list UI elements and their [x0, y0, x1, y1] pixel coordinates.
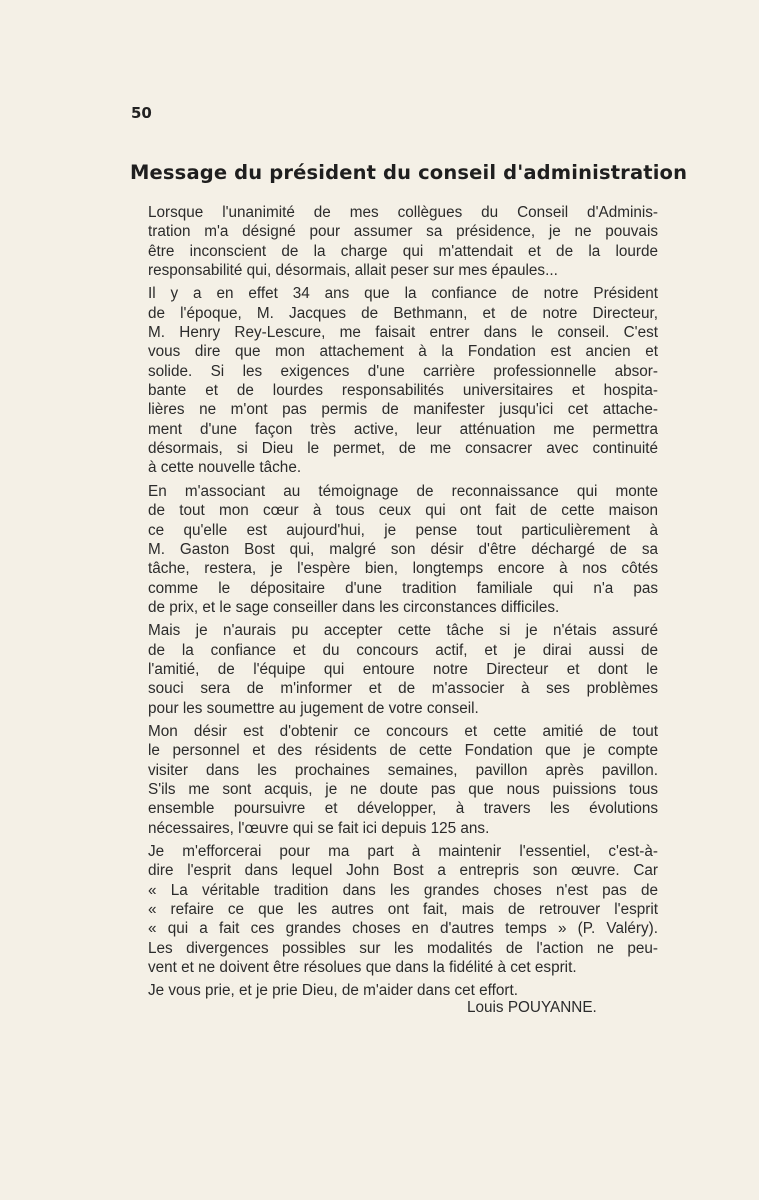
text-line: Je vous prie, et je prie Dieu, de m'aider dans cet effort. [148, 982, 518, 1000]
text-line: de prix, et le sage conseiller dans les circonstances difficiles. [148, 598, 560, 616]
text-line: Mais je n'aurais pu accepter cette tâche si je n'étais assuré [148, 622, 658, 640]
text-line: solide. Si les exigences d'une carrière professionnelle absor- [148, 362, 658, 380]
text-line: Il y a en effet 34 ans que la confiance de notre Président [148, 285, 658, 303]
paragraph [131, 284, 658, 477]
paragraph [131, 981, 658, 1000]
text-line: comme le dépositaire d'une tradition familiale qui n'a pas [148, 579, 658, 597]
page-number: 50 [131, 104, 152, 122]
paragraph [131, 722, 658, 838]
text-line: l'amitié, de l'équipe qui entoure notre Directeur et dont le [148, 660, 658, 678]
text-line: tâche, restera, je l'espère bien, longtemps encore à nos côtés [148, 560, 658, 578]
text-line: vent et ne doivent être résolues que dans la fidélité à cet esprit. [148, 959, 577, 977]
text-line: responsabilité qui, désormais, allait peser sur mes épaules... [148, 262, 558, 280]
text-line: « La véritable tradition dans les grandes choses n'est pas de [148, 881, 658, 899]
text-line: nécessaires, l'œuvre qui se fait ici depuis 125 ans. [148, 819, 490, 837]
text-line: désormais, si Dieu le permet, de me consacrer avec continuité [148, 440, 658, 458]
text-line: lières ne m'ont pas permis de manifester jusqu'ici cet attache- [148, 401, 658, 419]
text-line: pour les soumettre au jugement de votre conseil. [148, 699, 479, 717]
text-line: M. Henry Rey-Lescure, me faisait entrer dans le conseil. C'est [148, 324, 658, 342]
paragraph [131, 842, 658, 977]
text-line: dire l'esprit dans lequel John Bost a entrepris son œuvre. Car [148, 862, 658, 880]
text-line: visiter dans les prochaines semaines, pavillon après pavillon. [148, 761, 658, 779]
paragraph [131, 621, 658, 718]
text-line: ensemble poursuivre et développer, à travers les évolutions [148, 800, 658, 818]
text-line: « qui a fait ces grandes choses en d'autres temps » (P. Valéry). [148, 920, 658, 938]
text-line: ce qu'elle est aujourd'hui, je pense tout particulièrement à [148, 521, 658, 539]
paragraph [131, 482, 658, 617]
text-line: vous dire que mon attachement à la Fondation est ancien et [148, 343, 658, 361]
text-line: Mon désir est d'obtenir ce concours et cette amitié de tout [148, 722, 658, 740]
text-line: de tout mon cœur à tous ceux qui ont fait de cette maison [148, 502, 658, 520]
text-line: Lorsque l'unanimité de mes collègues du Conseil d'Adminis- [148, 204, 658, 221]
text-line: bante et de lourdes responsabilités universitaires et hospita- [148, 382, 658, 400]
text-line: tration m'a désigné pour assumer sa présidence, je ne pouvais [148, 223, 658, 241]
text-line: être inconscient de la charge qui m'attendait et de la lourde [148, 242, 658, 260]
text-line: de la confiance et du concours actif, et je dirai aussi de [148, 641, 658, 659]
text-line: En m'associant au témoignage de reconnaissance qui monte [148, 482, 658, 500]
text-line: Je m'efforcerai pour ma part à maintenir l'essentiel, c'est-à- [148, 843, 658, 860]
text-line: S'ils me sont acquis, je ne doute pas que nous puissions tous [148, 780, 658, 798]
page-title: Message du président du conseil d'administration [130, 161, 688, 184]
text-line: à cette nouvelle tâche. [148, 459, 302, 477]
text-line: le personnel et des résidents de cette Fondation que je compte [148, 742, 658, 760]
text-line: « refaire ce que les autres ont fait, mais de retrouver l'esprit [148, 901, 658, 919]
text-line: Les divergences possibles sur les modalités de l'action ne peu- [148, 939, 658, 957]
text-line: souci sera de m'informer et de m'associer à ses problèmes [148, 680, 658, 698]
signature: Louis POUYANNE. [467, 999, 597, 1016]
paragraph [131, 203, 658, 280]
text-line: M. Gaston Bost qui, malgré son désir d'être déchargé de sa [148, 540, 658, 558]
body-text [131, 203, 658, 1005]
text-line: ment d'une façon très active, leur atténuation me permettra [148, 420, 658, 438]
text-line: de l'époque, M. Jacques de Bethmann, et de notre Directeur, [148, 304, 658, 322]
